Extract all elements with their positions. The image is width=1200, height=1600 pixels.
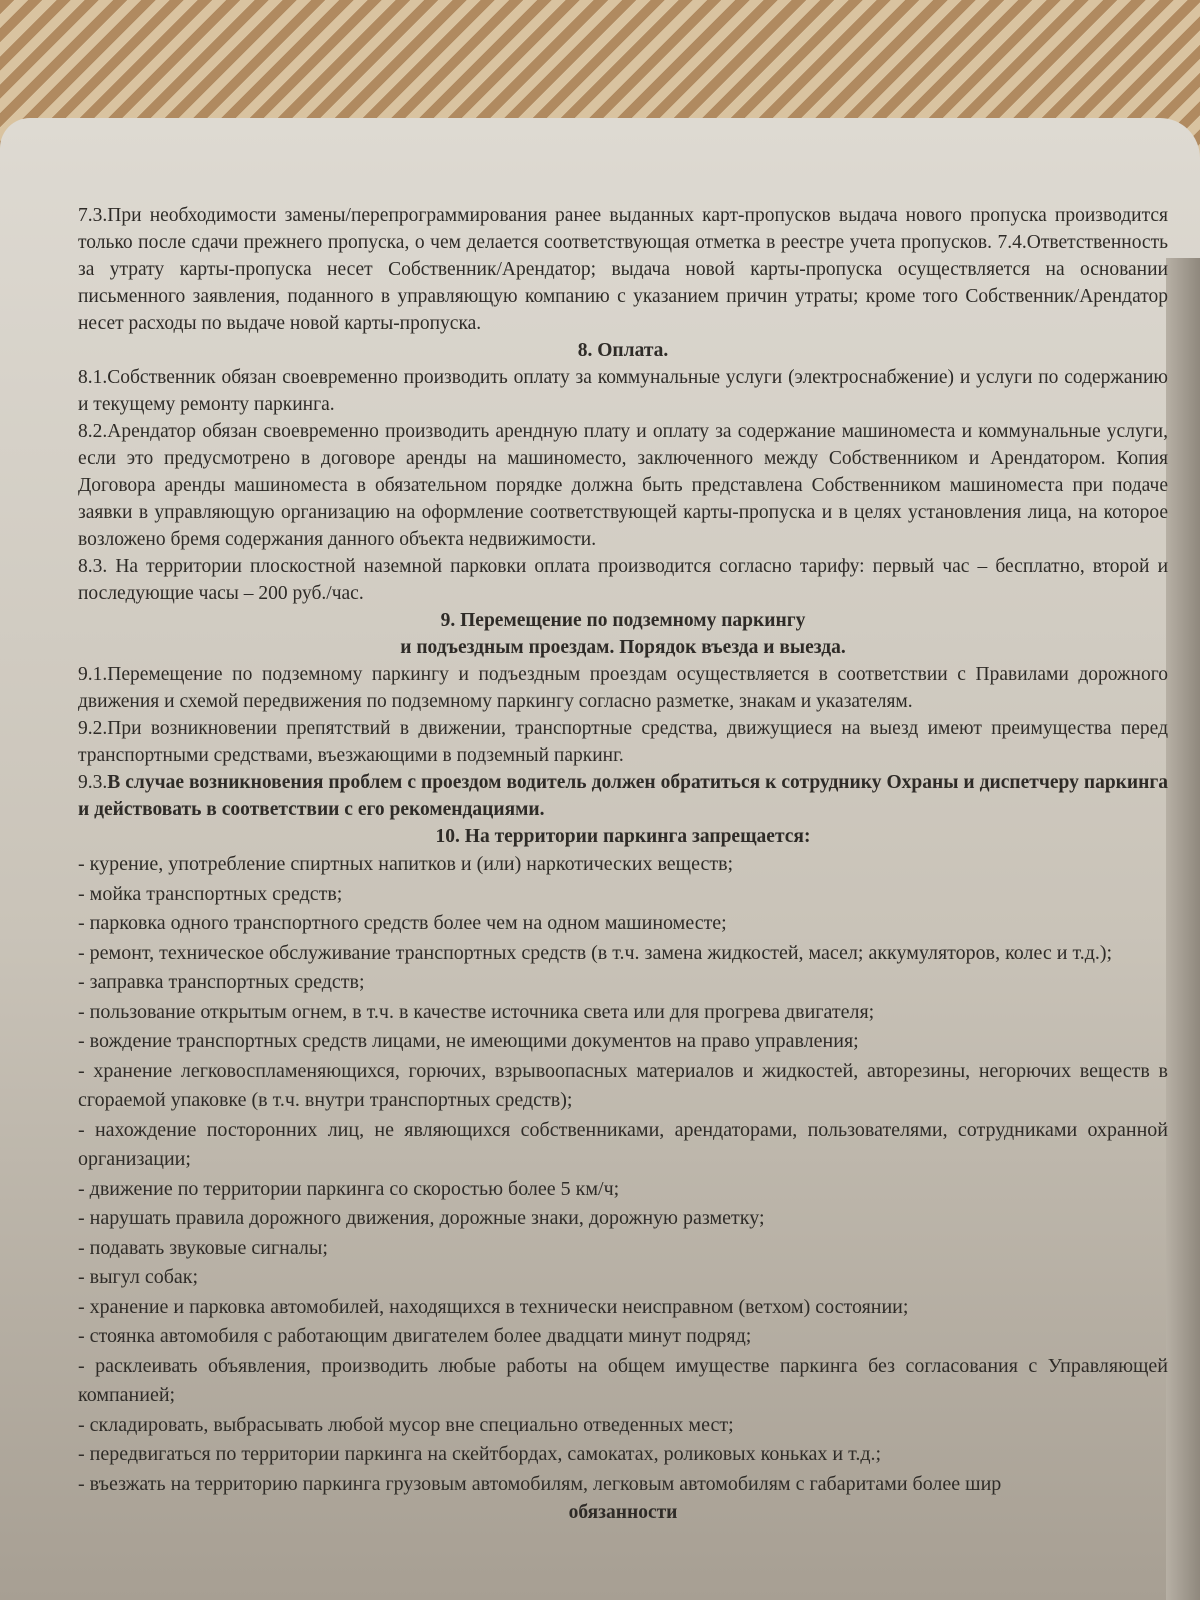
list-item: - выгул собак; [78,1266,199,1288]
list-item: - стоянка автомобиля с работающим двигателем более двадцати минут подряд; [78,1325,752,1347]
list-item: - нахождение посторонних лиц, не являющихся собственниками, арендаторами, пользователями, сотрудниками охранной организации; [78,1118,1168,1170]
paragraph-7-3: 7.3.При необходимости замены/перепрограммирования ранее выданных карт-пропусков выдача нового пропуска производится только после сдачи прежнего пропуска, о чем делается соответствующая отметка в реестре учета пропусков. 7.4.Ответственность за утрату карты-пропуска несет Собственник/Арендатор; выдача новой карты-пропуска осуществляется на основании письменного заявления, поданного в управляющую компанию с указанием причин утраты; кроме того Собственник/Арендатор несет расходы по выдаче новой карты-пропуска. [78,205,1168,334]
paragraph-8-2: 8.2.Арендатор обязан своевременно производить арендную плату и оплату за содержание машиноместа и коммунальные услуги, если это предусмотрено в договоре аренды на машиноместо, заключенного между Собственником и Арендатором. Копия Договора аренды машиноместа в обязательном порядке должна быть представлена Собственником машиноместа при подаче заявки в управляющую организацию на оформление соответствующей карты-пропуска и в целях установления лица, на которое возложено бремя содержания данного объекта недвижимости. [78,421,1168,550]
list-item: - парковка одного транспортного средств более чем на одном машиноместе; [78,912,727,934]
list-item: - хранение легковоспламеняющихся, горючих, взрывоопасных материалов и жидкостей, авторезины, негорючих веществ в сгораемой упаковке (в т.ч. внутри транспортных средств); [78,1059,1168,1111]
prohibited-list [78,850,1168,1499]
section-9-title-line1: 9. Перемещение по подземному паркингу [440,610,806,631]
list-item: - курение, употребление спиртных напитков и (или) наркотических веществ; [78,853,734,875]
book-spine [1166,258,1200,1600]
paragraph-9-3-bold: В случае возникновения проблем с проездом водитель должен обратиться к сотруднику Охраны и диспетчеру паркинга и действовать в соответствии с его рекомендациями. [78,772,1168,820]
section-10-title: 10. На территории паркинга запрещается: [435,826,811,847]
list-item: - движение по территории паркинга со скоростью более 5 км/ч; [78,1177,620,1200]
list-item: - подавать звуковые сигналы; [78,1236,328,1259]
paragraph-9-1: 9.1.Перемещение по подземному паркингу и подъездным проездам осуществляется в соответствии с Правилами дорожного движения и схемой передвижения по подземному паркингу согласно разметке, знакам и указателям. [78,664,1168,712]
paragraph-9-3 [78,769,1168,823]
paragraph-8-3: 8.3. На территории плоскостной наземной парковки оплата производится согласно тарифу: первый час – бесплатно, второй и последующие часы – 200 руб./час. [78,556,1168,604]
list-item: - въезжать на территорию паркинга грузовым автомобилям, легковым автомобилям с габаритами более шир [78,1472,1002,1495]
paragraph-8-1: 8.1.Собственник обязан своевременно производить оплату за коммунальные услуги (электроснабжение) и услуги по содержанию и текущему ремонту паркинга. [78,367,1168,415]
list-item: - заправка транспортных средств; [78,971,365,993]
list-item: - вождение транспортных средств лицами, не имеющими документов на право управления; [78,1030,859,1052]
section-8-title: 8. Оплата. [577,340,669,361]
list-item: - передвигаться по территории паркинга на скейтбордах, самокатах, роликовых коньках и т.д.; [78,1443,882,1465]
list-item: - ремонт, техническое обслуживание транспортных средств (в т.ч. замена жидкостей, масел; аккумуляторов, колес и т.д.); [78,941,1113,964]
list-item: - мойка транспортных средств; [78,882,343,905]
list-item: - нарушать правила дорожного движения, дорожные знаки, дорожную разметку; [78,1207,765,1229]
paragraph-9-3-number: 9.3. [78,772,108,793]
paragraph-9-2: 9.2.При возникновении препятствий в движении, транспортные средства, движущиеся на выезд имеют преимущества перед транспортными средствами, въезжающими в подземный паркинг. [78,718,1168,766]
list-item: - складировать, выбрасывать любой мусор вне специально отведенных мест; [78,1413,734,1436]
document-text [78,202,1168,1526]
section-11-title-fragment: обязанности [568,1502,678,1523]
section-9-title-line2: и подъездным проездам. Порядок въезда и выезда. [400,637,846,658]
list-item: - расклеивать объявления, производить любые работы на общем имуществе паркинга без согласования с Управляющей компанией; [78,1354,1168,1406]
list-item: - пользование открытым огнем, в т.ч. в качестве источника света или для прогрева двигателя; [78,1000,875,1023]
list-item: - хранение и парковка автомобилей, находящихся в технически неисправном (ветхом) состоянии; [78,1295,909,1318]
document-page [0,118,1200,1600]
